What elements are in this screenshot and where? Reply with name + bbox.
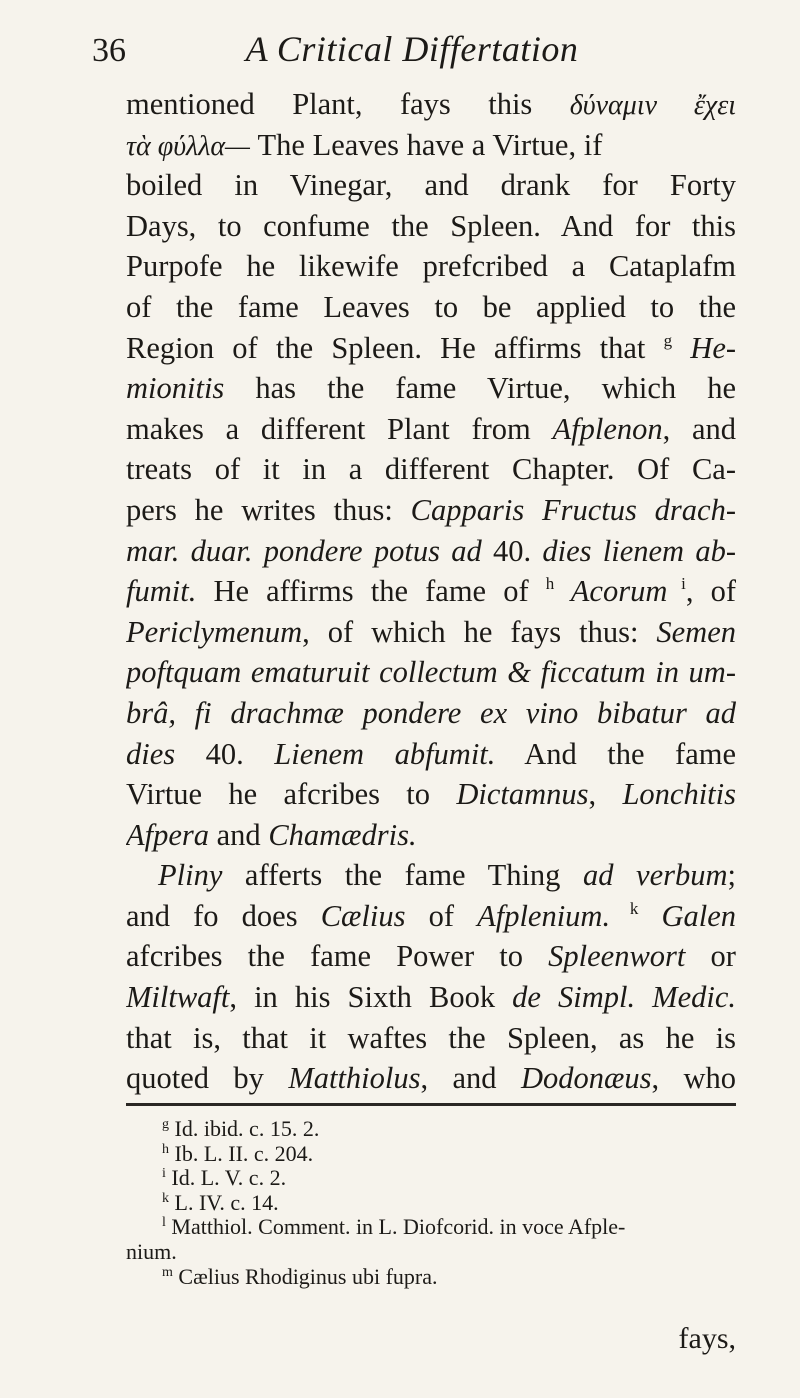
page-number: 36 xyxy=(92,32,126,69)
text-line: Virtue he afcribes to Dictamnus, Lonchitis xyxy=(126,777,736,812)
text-line: τὰ φύλλα— The Leaves have a Virtue, if xyxy=(126,127,603,162)
footnote-continuation: nium. xyxy=(126,1238,177,1264)
text-line: mar. duar. pondere potus ad 40. dies lienem ab- xyxy=(126,533,736,568)
footnote: $^g$ Id. ibid. c. 15. 2. xyxy=(162,1116,320,1141)
footnote-ref: h xyxy=(545,574,555,594)
page-header xyxy=(92,28,732,88)
text-line: Days, to confume the Spleen. And for this xyxy=(126,208,736,243)
footnote-ref: k xyxy=(610,898,639,918)
text-line: fumit. He affirms the fame of $^h$ Acorum $^i$, of xyxy=(126,574,736,609)
footnote: $^k$ L. IV. c. 14. xyxy=(162,1189,279,1215)
text-line: treats of it in a different Chapter. Of Ca- xyxy=(126,452,736,487)
text-line: makes a different Plant from Afplenon, and xyxy=(126,411,736,446)
text-line: quoted by Matthiolus, and Dodonæus, who xyxy=(126,1061,736,1096)
text-line: Periclymenum, of which he fays thus: Semen xyxy=(126,614,736,649)
footnote: $^i$ Id. L. V. c. 2. xyxy=(162,1165,287,1191)
footnote: $^m$ Cælius Rhodiginus ubi fupra. xyxy=(162,1263,438,1289)
footnotes xyxy=(126,1117,736,1289)
text-line: afcribes the fame Power to Spleenwort or xyxy=(126,939,736,974)
text-line: Purpofe he likewife prefcribed a Cataplafm xyxy=(126,249,736,284)
text-line: that is, that it waftes the Spleen, as he is xyxy=(126,1020,736,1055)
text-line: brâ, fi drachmæ pondere ex vino bibatur ad xyxy=(126,695,736,730)
footnote-ref: i xyxy=(667,574,686,594)
text-line: Pliny afferts the fame Thing ad verbum; xyxy=(158,858,736,893)
text-line: Region of the Spleen. He affirms that $^g$ He- xyxy=(126,330,736,365)
text-line: and fo does Cælius of Afplenium. $^k$ Galen xyxy=(126,898,736,933)
footnote-ref: g xyxy=(663,330,673,350)
text-line: mentioned Plant, fays this δύναμιν ἔχει xyxy=(126,87,736,121)
text-line: pers he writes thus: Capparis Fructus drach- xyxy=(126,492,736,527)
text-line: dies 40. Lienem abfumit. And the fame xyxy=(126,736,736,771)
footnote-divider xyxy=(126,1103,736,1106)
text-line: Miltwaft, in his Sixth Book de Simpl. Medic. xyxy=(126,980,736,1015)
text-line: of the fame Leaves to be applied to the xyxy=(126,289,736,324)
text-line: boiled in Vinegar, and drank for Forty xyxy=(126,168,736,203)
footnote: $^h$ Ib. L. II. c. 204. xyxy=(162,1140,314,1166)
catchword: fays, xyxy=(678,1322,736,1355)
text-line: mionitis has the fame Virtue, which he xyxy=(126,371,736,406)
running-title: A Critical Differtation xyxy=(245,29,579,69)
footnote: $^l$ Matthiol. Comment. in L. Diofcorid. in voce Afple- xyxy=(162,1214,626,1240)
main-text xyxy=(126,84,736,1099)
text-line: poftquam ematuruit collectum & ficcatum in um- xyxy=(126,655,736,690)
text-line: Afpera and Chamædris. xyxy=(126,817,417,852)
